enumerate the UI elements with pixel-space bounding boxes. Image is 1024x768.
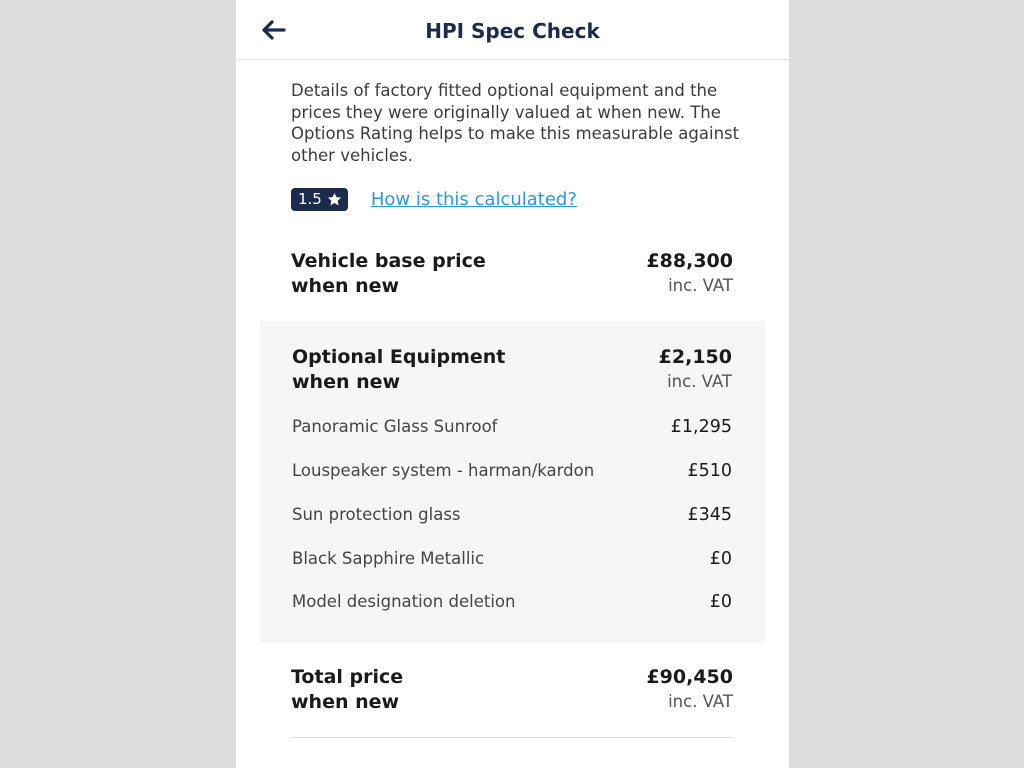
option-item bbox=[292, 505, 732, 529]
total-price-label-line1: Total price bbox=[291, 666, 404, 688]
total-price-label bbox=[291, 665, 551, 714]
base-price-vat: inc. VAT bbox=[668, 276, 733, 295]
option-item bbox=[292, 417, 732, 441]
base-price-label-line2: when new bbox=[291, 274, 400, 297]
option-name: Sun protection glass bbox=[292, 505, 461, 524]
optional-equipment-total bbox=[292, 345, 732, 397]
option-price: £1,295 bbox=[670, 417, 732, 437]
optional-equipment-label-line2: when new bbox=[292, 370, 401, 393]
option-item bbox=[292, 592, 732, 616]
how-calculated-link[interactable]: How is this calculated? bbox=[370, 188, 577, 210]
divider bbox=[291, 737, 733, 738]
option-name: Model designation deletion bbox=[292, 592, 516, 611]
optional-equipment-panel bbox=[260, 321, 765, 642]
page-title: HPI Spec Check bbox=[425, 19, 600, 43]
optional-equipment-label-line1: Optional Equipment bbox=[292, 346, 506, 368]
star-icon bbox=[327, 192, 342, 207]
total-price bbox=[291, 665, 733, 717]
options-rating-badge bbox=[291, 188, 348, 211]
vehicle-base-price bbox=[291, 249, 733, 301]
option-price: £0 bbox=[709, 592, 732, 612]
option-name: Black Sapphire Metallic bbox=[292, 549, 485, 568]
optional-equipment-value: £2,150 bbox=[658, 346, 732, 368]
option-item bbox=[292, 461, 732, 485]
header-bar bbox=[236, 0, 789, 60]
options-rating-row bbox=[291, 187, 577, 211]
total-price-vat: inc. VAT bbox=[668, 692, 733, 711]
option-price: £0 bbox=[709, 549, 732, 569]
total-price-value: £90,450 bbox=[646, 666, 733, 688]
optional-equipment-label bbox=[292, 345, 552, 394]
option-item bbox=[292, 549, 732, 573]
option-name: Louspeaker system - harman/kardon bbox=[292, 461, 595, 480]
total-price-label-line2: when new bbox=[291, 690, 400, 713]
option-price: £345 bbox=[687, 505, 732, 525]
optional-equipment-vat: inc. VAT bbox=[667, 372, 732, 391]
base-price-label bbox=[291, 249, 551, 298]
base-price-label-line1: Vehicle base price bbox=[291, 250, 486, 272]
option-price: £510 bbox=[687, 461, 732, 481]
intro-description: Details of factory fitted optional equipment and the prices they were originally valued at when new. The Options Rating helps to make this measurable against other vehicles. bbox=[291, 81, 740, 165]
app-screen bbox=[236, 0, 789, 768]
base-price-value: £88,300 bbox=[646, 250, 733, 272]
option-name: Panoramic Glass Sunroof bbox=[292, 417, 498, 436]
rating-value: 1.5 bbox=[298, 190, 322, 208]
